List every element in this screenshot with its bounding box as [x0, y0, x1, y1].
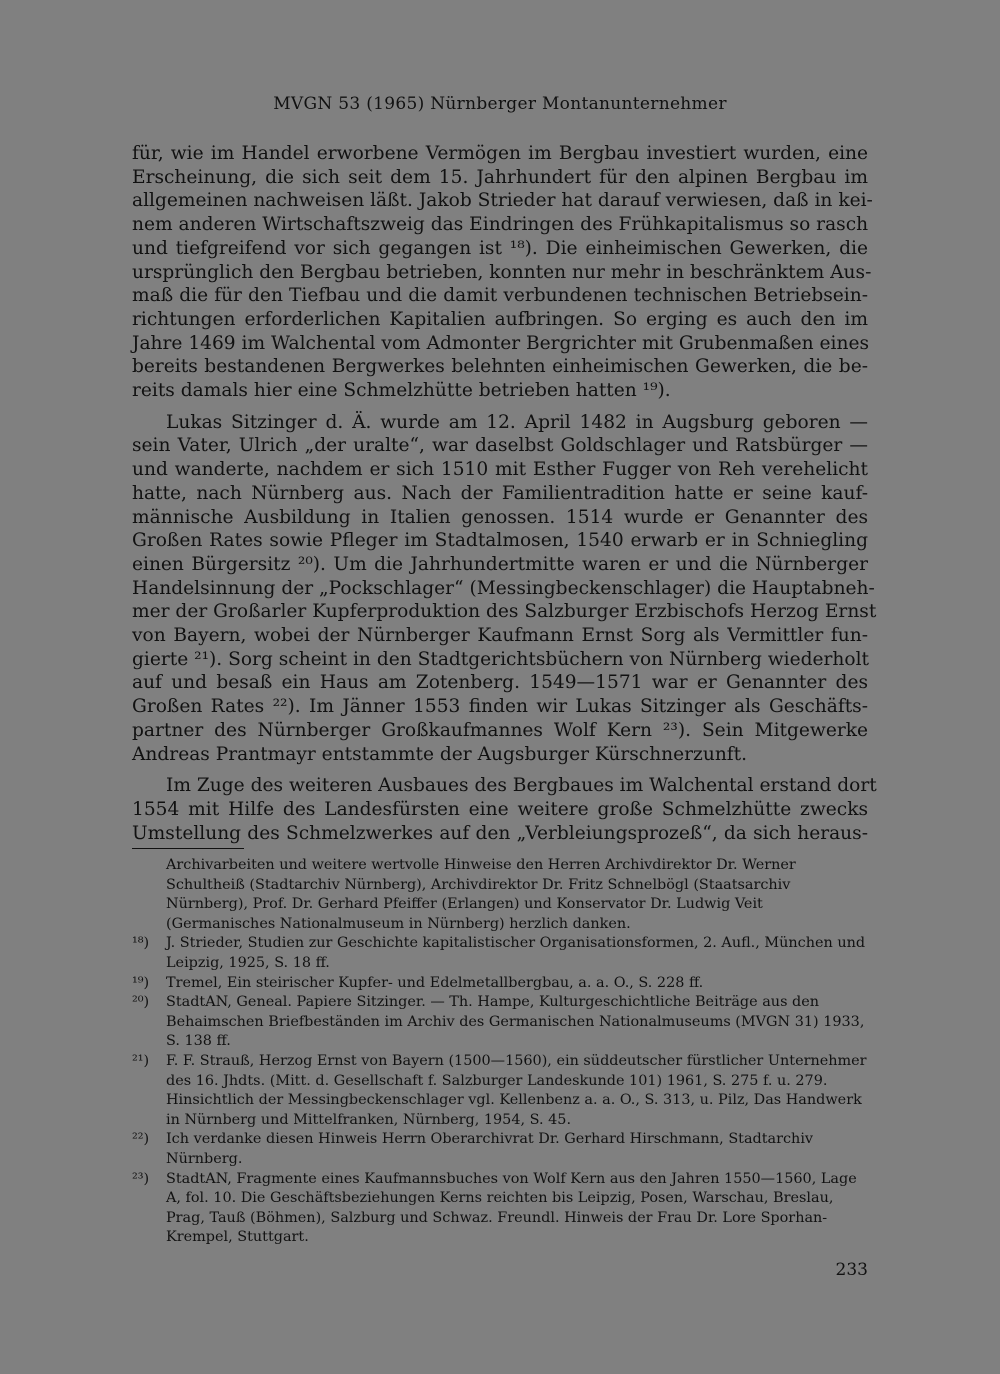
- text-line: partner des Nürnberger Großkaufmannes Wolf Kern ²³). Sein Mitgewerke: [132, 719, 868, 741]
- paragraph: [132, 774, 877, 845]
- text-line: von Bayern, wobei der Nürnberger Kaufmann Ernst Sorg als Vermittler fun-: [132, 625, 868, 647]
- text-line: reits damals hier eine Schmelzhütte betrieben hatten ¹⁹).: [132, 380, 671, 402]
- text-line: bereits bestandenen Bergwerkes belehnten einheimischen Gewerken, die be-: [132, 356, 868, 378]
- footnote-separator: [132, 848, 244, 849]
- text-line: Jahre 1469 im Walchental vom Admonter Bergrichter mit Grubenmaßen eines: [132, 332, 870, 354]
- text-line: maß die für den Tiefbau und die damit verbundenen technischen Betriebsein-: [132, 285, 868, 307]
- footnote-mark: ²²): [132, 1131, 150, 1148]
- footnote: [132, 1052, 868, 1130]
- text-line: ursprünglich den Bergbau betrieben, konnten nur mehr in beschränktem Aus-: [132, 261, 872, 283]
- text-line: Erscheinung, die sich seit dem 15. Jahrhundert für den alpinen Bergbau im: [132, 166, 868, 188]
- footnote: [132, 974, 868, 994]
- text-line: Handelsinnung der „Pockschlager“ (Messingbeckenschlager) die Hauptabneh-: [132, 577, 875, 599]
- footnote: [132, 934, 868, 973]
- text-line: Großen Rates sowie Pfleger im Stadtalmosen, 1540 erwarb er in Schniegling: [132, 530, 868, 552]
- footnote: [132, 1130, 868, 1169]
- footnote-text: Tremel, Ein steirischer Kupfer- und Edelmetallbergbau, a. a. O., S. 228 ff.: [166, 974, 704, 991]
- text-line: gierte ²¹). Sorg scheint in den Stadtgerichtsbüchern von Nürnberg wiederholt: [132, 648, 870, 670]
- footnotes: [132, 856, 868, 1248]
- text-line: Andreas Prantmayr entstammte der Augsburger Kürschnerzunft.: [132, 743, 748, 765]
- text-line: auf und besaß ein Haus am Zotenberg. 1549—1571 war er Genannter des: [132, 672, 868, 694]
- text-line: einen Bürgersitz ²⁰). Um die Jahrhundertmitte waren er und die Nürnberger: [132, 553, 868, 575]
- text-line: sein Vater, Ulrich „der uralte“, war daselbst Goldschlager und Ratsbürger —: [132, 435, 868, 457]
- text-line: nem anderen Wirtschaftszweig das Eindringen des Frühkapitalismus so rasch: [132, 214, 869, 236]
- footnote-mark: [132, 856, 166, 934]
- text-line: männische Ausbildung in Italien genossen. 1514 wurde er Genannter des: [132, 506, 868, 528]
- footnote-mark: ²¹): [132, 1052, 150, 1069]
- body-text: [132, 142, 877, 853]
- text-line: und tiefgreifend vor sich gegangen ist ¹⁸). Die einheimischen Gewerken, die: [132, 237, 868, 259]
- text-line: für, wie im Handel erworbene Vermögen im Bergbau investiert wurden, eine: [132, 143, 868, 164]
- footnote-text: J. Strieder, Studien zur Geschichte kapitalistischer Organisationsformen, 2. Aufl., München und Leipzig, 1925, S. 18 ff.: [166, 935, 866, 971]
- running-header: MVGN 53 (1965) Nürnberger Montanunternehmer: [273, 94, 727, 114]
- footnote-mark: ²⁰): [132, 994, 150, 1011]
- text-line: und wanderte, nachdem er sich 1510 mit Esther Fugger von Reh verehelicht: [132, 459, 868, 481]
- text-line: richtungen erforderlichen Kapitalien aufbringen. So erging es auch den im: [132, 308, 868, 330]
- footnote-mark: ¹⁸): [132, 935, 150, 952]
- footnote-text: F. F. Strauß, Herzog Ernst von Bayern (1500—1560), ein süddeutscher fürstlicher Unternehmer des 16. Jhdts. (Mitt. d. Gesellschaft f. Salzburger Landeskunde 101) 1961, S. 275 f. u. 279. Hinsichtlich der Messingbeckenschlager vgl. Kellenbenz a. a. O., S. 313, u. Pilz, Das Handwerk in Nürnberg und Mittelfranken, Nürnberg, 1954, S. 45.: [166, 1052, 867, 1128]
- text-line: Großen Rates ²²). Im Jänner 1553 finden wir Lukas Sitzinger als Geschäfts-: [132, 696, 868, 718]
- footnote-mark: ¹⁹): [132, 974, 150, 991]
- footnote: [132, 993, 868, 1052]
- footnote-text: Archivarbeiten und weitere wertvolle Hinweise den Herren Archivdirektor Dr. Werner Schultheiß (Stadtarchiv Nürnberg), Archivdirektor Dr. Fritz Schnelbögl (Staatsarchiv Nürnberg), Prof. Dr. Gerhard Pfeiffer (Erlangen) und Konservator Dr. Ludwig Veit (Germanisches Nationalmuseum in Nürnberg) herzlich danken.: [166, 857, 796, 932]
- footnote-text: StadtAN, Fragmente eines Kaufmannsbuches von Wolf Kern aus den Jahren 1550—1560, Lage A, fol. 10. Die Geschäftsbeziehungen Kerns reichten bis Leipzig, Posen, Warschau, Breslau, Prag, Tauß (Böhmen), Salzburg und Schwaz. Freundl. Hinweis der Frau Dr. Lore Sporhan-Krempel, Stuttgart.: [166, 1170, 857, 1246]
- footnote: [132, 856, 868, 934]
- text-line: hatte, nach Nürnberg aus. Nach der Familientradition hatte er seine kauf-: [132, 482, 868, 504]
- footnote-mark: ²³): [132, 1170, 150, 1187]
- footnote: [132, 1170, 868, 1248]
- text-line: Umstellung des Schmelzwerkes auf den „Verbleiungsprozeß“, da sich heraus-: [132, 822, 868, 844]
- paragraph: [132, 142, 873, 403]
- text-line: 1554 mit Hilfe des Landesfürsten eine weitere große Schmelzhütte zwecks: [132, 798, 868, 820]
- paragraph: [132, 411, 877, 767]
- text-line: allgemeinen nachweisen läßt. Jakob Strieder hat darauf verwiesen, daß in kei-: [132, 190, 873, 212]
- page-number: 233: [835, 1260, 868, 1280]
- footnote-text: Ich verdanke diesen Hinweis Herrn Oberarchivrat Dr. Gerhard Hirschmann, Stadtarchiv Nürnberg.: [166, 1131, 814, 1167]
- footnote-text: StadtAN, Geneal. Papiere Sitzinger. — Th. Hampe, Kulturgeschichtliche Beiträge aus den Behaimschen Briefbeständen im Archiv des Germanischen Nationalmuseums (MVGN 31) 1933, S. 138 ff.: [166, 994, 865, 1050]
- text-line: mer der Großarler Kupferproduktion des Salzburger Erzbischofs Herzog Ernst: [132, 601, 877, 623]
- text-line: Lukas Sitzinger d. Ä. wurde am 12. April 1482 in Augsburg geboren —: [166, 411, 868, 433]
- text-line: Im Zuge des weiteren Ausbaues des Bergbaues im Walchental erstand dort: [166, 775, 877, 797]
